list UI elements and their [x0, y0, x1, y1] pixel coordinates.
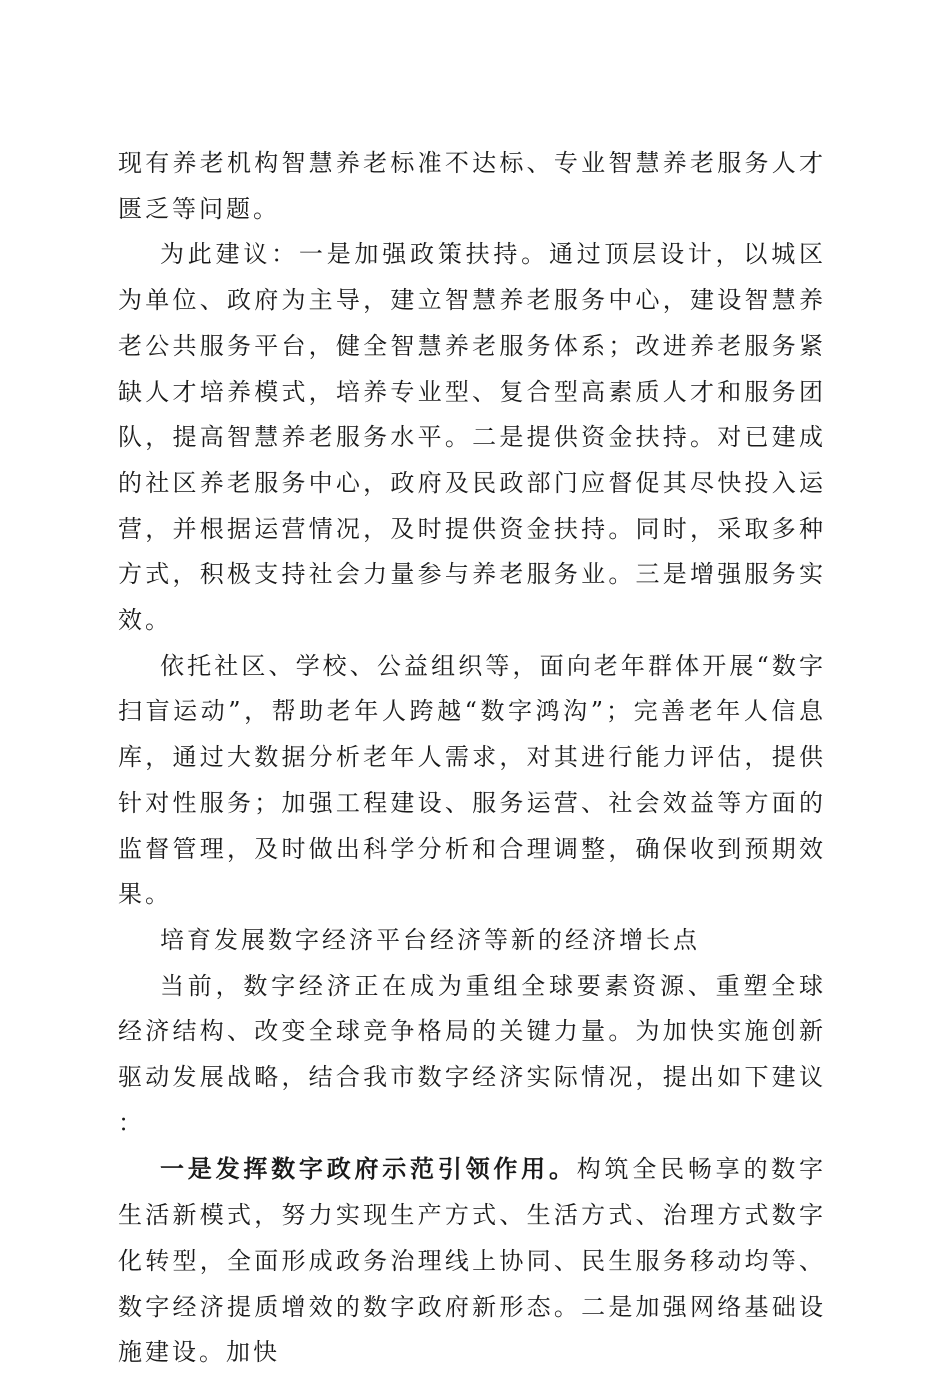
paragraph-digital-economy-intro: 当前，数字经济正在成为重组全球要素资源、重塑全球经济结构、改变全球竞争格局的关键力量。为加快实施创新驱动发展战略，结合我市数字经济实际情况，提出如下建议： — [118, 971, 826, 1137]
section-heading-digital-economy: 培育发展数字经济平台经济等新的经济增长点 — [160, 925, 700, 954]
paragraph-lead-bold: 一是发挥数字政府示范引领作用。 — [160, 1154, 577, 1184]
paragraph-policy-suggestions: 为此建议：一是加强政策扶持。通过顶层设计，以城区为单位、政府为主导，建立智慧养老服务中心，建设智慧养老公共服务平台，健全智慧养老服务体系；改进养老服务紧缺人才培养模式，培养专业型、复合型高素质人才和服务团队，提高智慧养老服务水平。二是提供资金扶持。对已建成的社区养老服务中心，政府及民政部门应督促其尽快投入运营，并根据运营情况，及时提供资金扶持。同时，采取多种方式，积极支持社会力量参与养老服务业。三是增强服务实效。 — [118, 240, 826, 635]
paragraph-continuation: 现有养老机构智慧养老标准不达标、专业智慧养老服务人才匮乏等问题。 — [118, 149, 826, 223]
paragraph-digital-literacy: 依托社区、学校、公益组织等，面向老年群体开展“数字扫盲运动”，帮助老年人跨越“数字鸿沟”；完善老年人信息库，通过大数据分析老年人需求，对其进行能力评估，提供针对性服务；加强工程建设、服务运营、社会效益等方面的监督管理，及时做出科学分析和合理调整，确保收到预期效果。 — [118, 651, 826, 909]
paragraph-digital-government — [118, 1146, 826, 1376]
document-body — [118, 141, 826, 1376]
paragraph-body-text: 构筑全民畅享的数字生活新模式，努力实现生产方式、生活方式、治理方式数字化转型，全面形成政务治理线上协同、民生服务移动均等、数字经济提质增效的数字政府新形态。二是加强网络基础设施建设。加快 — [118, 1155, 827, 1367]
